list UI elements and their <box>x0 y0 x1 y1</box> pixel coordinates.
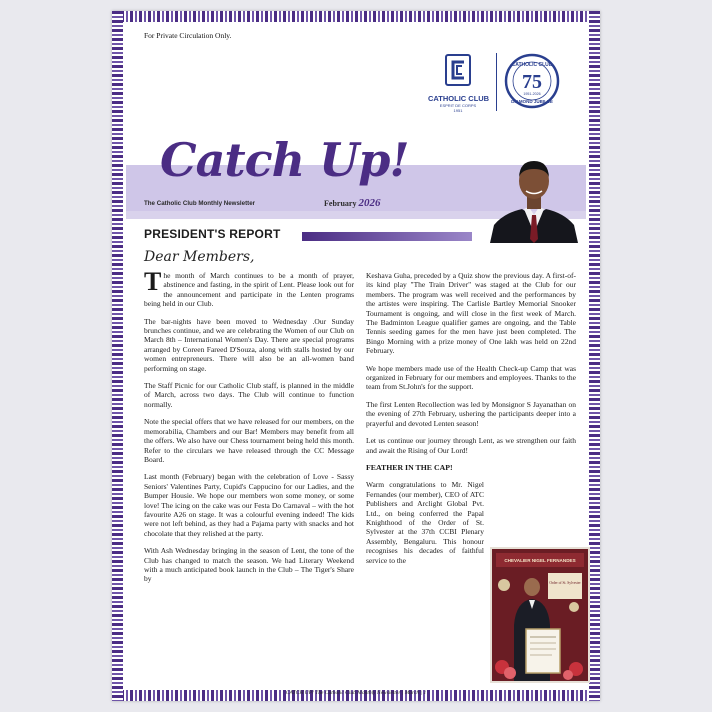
page-footer: CATCH UP! The Catholic Club Monthly Newsletter | March | 1 <box>285 690 427 696</box>
jubilee-number: 75 <box>522 71 542 93</box>
feather-heading: FEATHER IN THE CAP! <box>366 462 453 472</box>
feather-paragraph: Warm congratulations to Mr. Nigel Fernandes (our member), CEO of ATC Publishers and Arclight Global Pvt. Ltd., on being conferred the Papal Knighthood of the Order of St. Sylvester at the 37th CCBI Plenary Assembly, Bengaluru. This honour recognises his decades of faithful service to the <box>366 480 484 565</box>
newsletter-tagline: The Catholic Club Monthly Newsletter <box>144 200 256 207</box>
logo-divider <box>496 53 497 111</box>
newsletter-title: Catch Up! <box>160 133 409 187</box>
decorative-border-right <box>589 11 600 701</box>
report-paragraph: The Staff Picnic for our Catholic Club staff, is planned in the middle of March, across two days. The Club will continue to function normally. <box>144 381 354 409</box>
report-paragraph: Note the special offers that we have released for our members, on the memorabilia, Chambers and our Bar! Members may benefit from all the offers. We also have our Chess tournament being held this month. Refer to the circulars we have released through the CC Message Board. <box>144 417 354 464</box>
award-photo-image <box>492 549 588 681</box>
award-photo <box>490 547 590 683</box>
club-logos <box>410 53 560 113</box>
club-name: CATHOLIC CLUB <box>428 94 490 103</box>
page-content <box>126 25 586 687</box>
newsletter-page <box>112 11 600 701</box>
report-paragraph: We hope members made use of the Health Check-up Camp that was organized in February for our members and employees. Thanks to the team from St.John's for the support. <box>366 363 576 392</box>
issue-year: 2026 <box>358 197 381 209</box>
report-column-left <box>144 267 354 592</box>
jubilee-top-text: CATHOLIC CLUB <box>511 62 553 68</box>
report-column-right <box>366 271 576 573</box>
report-paragraph: With Ash Wednesday bringing in the season of Lent, the tone of the Club has changed to match the season. We had Literary Weekend with a much anticipated book launch in the Club – The Tiger's Share by <box>144 546 354 584</box>
jubilee-bottom-text: DIAMOND JUBILEE <box>511 99 553 104</box>
report-paragraph: The bar-nights have been moved to Wednesday .Our Sunday brunches continue, and we are celebrating the Women of our Club on March 8th – International Women's Day. There are special programs arranged by Coreen Fareed D'Souza, along with stalls hosted by our women entrepreneurs. There will also be an all-women band performing on stage. <box>144 316 354 373</box>
report-paragraph: The month of March continues to be a month of prayer, abstinence and fasting, in the spirit of Lent. Please look out for the announcement and participate in the Lenten programs being held in our Club. <box>144 267 354 309</box>
cc-monogram-icon <box>444 53 472 87</box>
private-circulation-note: For Private Circulation Only. <box>144 31 232 40</box>
greeting: Dear Members, <box>144 249 255 265</box>
diamond-jubilee-seal <box>504 53 560 109</box>
club-founded: 1951 <box>453 108 463 113</box>
report-paragraph: Let us continue our journey through Lent, as we strengthen our faith and await the Rising of Our Lord! <box>366 436 576 455</box>
section-title: PRESIDENT'S REPORT <box>144 227 281 241</box>
issue-month: February <box>324 199 357 208</box>
report-paragraph: Last month (February) began with the celebration of Love - Sassy Seniors' Valentines Party, Cupid's Cappucino for our Ladies, and the Bumper Housie. We hope our members won some money, or some love! The icing on the cake was our Festa Do Carnaval – with the hot favourite A26 on stage. It was a colourful evening indeed! The kids were not left behind, as they had a Pajama party with snacks and hot chocolate that they relished at the party. <box>144 472 354 538</box>
jubilee-years: 1951-2026 <box>523 92 541 96</box>
report-paragraph: Keshava Guha, preceded by a Quiz show the previous day. A first-of-its kind play "The Train Driver" was staged at the Club for our members. The program was well received and the performances by the artistes were inspiring. The Carlisle Bartley Memorial Snooker Tournament is ongoing, and will close in the first week of March. The Badminton League qualifier games are ongoing, and the Table Tennis seeding games for the men have just been completed. The Bingo Morning with a prize money of One lakh was held on 22nd February. <box>366 271 576 356</box>
photo-banner-text: CHEVALIER NIGEL FERNANDES <box>504 558 576 563</box>
section-title-bar <box>302 232 472 241</box>
decorative-border-left <box>112 11 123 701</box>
president-portrait <box>484 143 584 243</box>
catholic-club-logo <box>428 53 488 113</box>
drop-cap: T <box>144 267 162 296</box>
club-motto: ESPRIT DE CORPS <box>439 103 477 108</box>
decorative-border-top <box>112 11 600 22</box>
report-paragraph: The first Lenten Recollection was led by Monsignor S Jayanathan on the evening of 27th February, ushering the participants deeper into a prayerful and devoted Lenten season! <box>366 399 576 428</box>
photo-sign-text: Order of St. Sylvester <box>549 581 581 585</box>
issue-date <box>324 197 380 209</box>
